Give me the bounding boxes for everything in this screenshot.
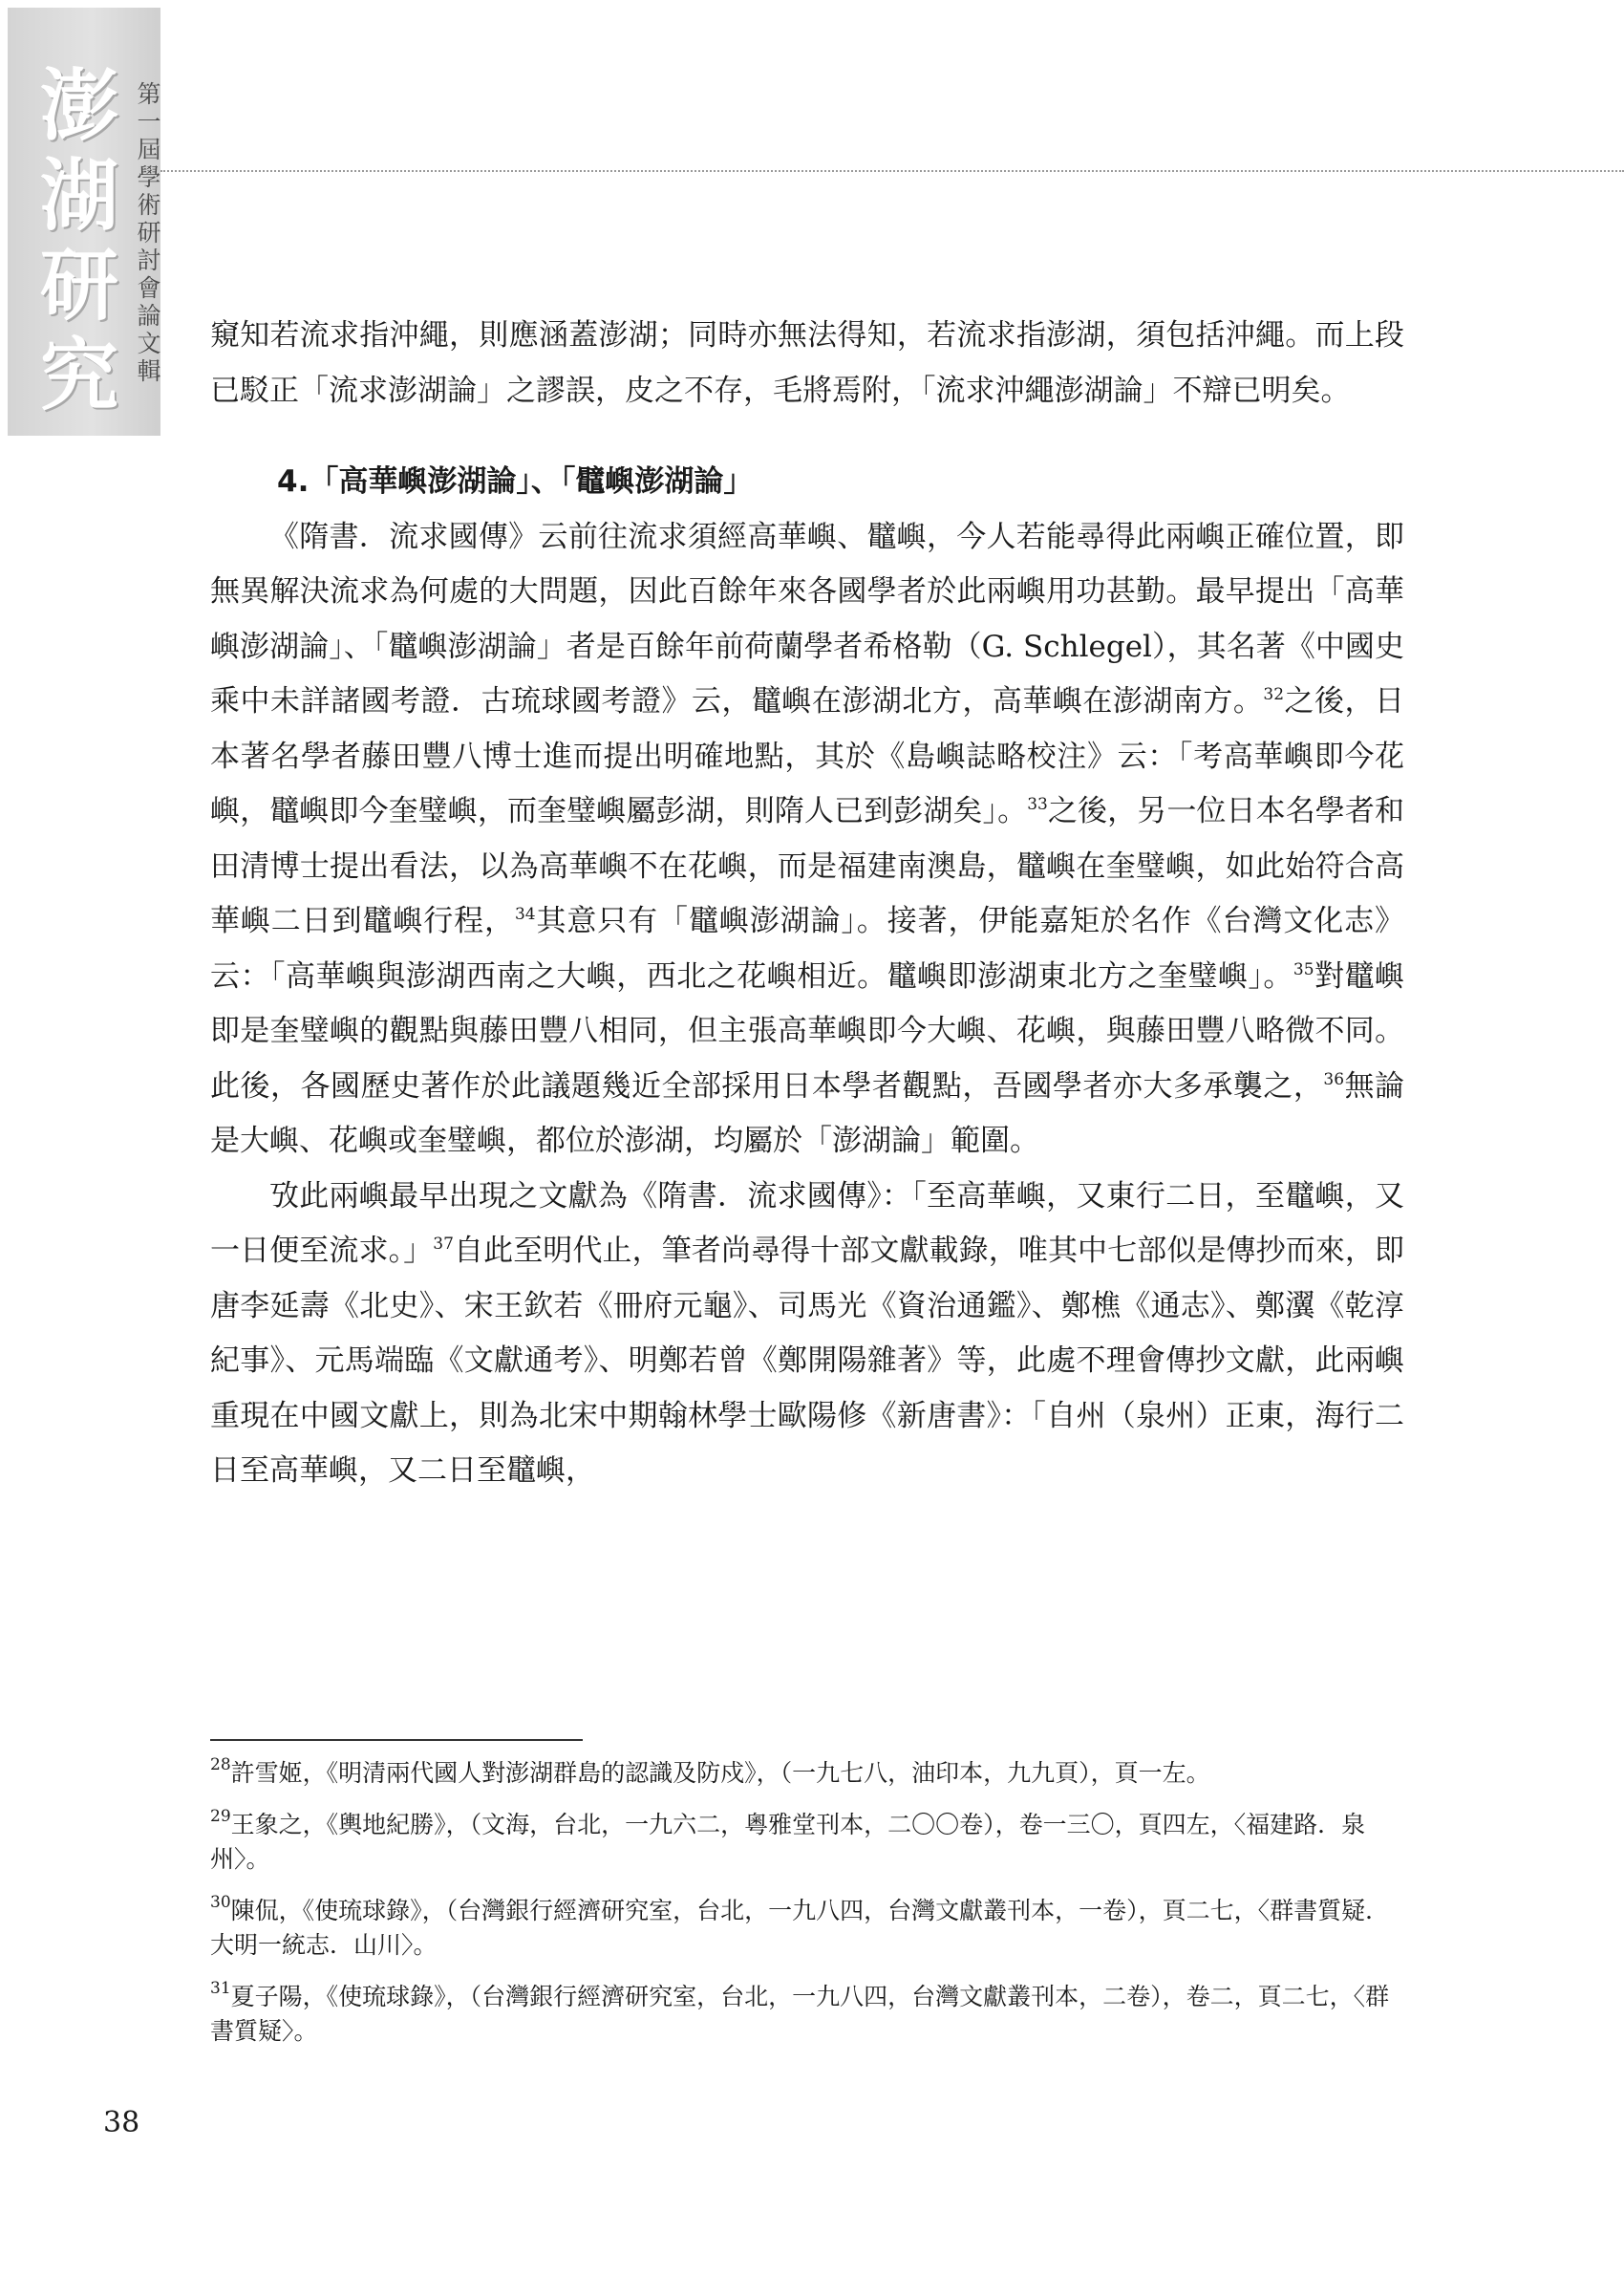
- journal-title-char: 究: [39, 330, 118, 421]
- footnote-ref[interactable]: 34: [514, 905, 536, 924]
- footnotes: [210, 1756, 1404, 2066]
- footnote-text: 夏子陽，《使琉球錄》，（台灣銀行經濟研究室，台北，一九八四，台灣文獻叢刊本，二卷），卷二，頁二七，〈群書質疑〉。: [210, 1983, 1390, 2045]
- footnote-ref[interactable]: 37: [433, 1235, 454, 1254]
- footnote-text: 王象之，《輿地紀勝》，（文海，台北，一九六二，粵雅堂刊本，二〇〇卷），卷一三〇，頁四左，〈福建路．泉州〉。: [210, 1811, 1366, 1873]
- footnote-separator: [210, 1739, 583, 1741]
- journal-title-char: 澎: [39, 60, 118, 152]
- footnote: [210, 1808, 1404, 1877]
- text-run: 攷此兩嶼最早出現之文獻為《隋書．流求國傳》：「至高華嶼，又東行二日，至鼊嶼，又一日便至流求。」: [210, 1178, 1404, 1268]
- footnote-ref[interactable]: 36: [1323, 1069, 1345, 1089]
- text-run: 之後，日本著名學者藤田豐八博士進而提出明確地點，其於《島嶼誌略校注》云：「考高華嶼即今花嶼，鼊嶼即今奎璧嶼，而奎璧嶼屬彭湖，則隋人已到彭湖矣」。: [210, 684, 1405, 828]
- section-heading: 4.「高華嶼澎湖論」、「鼊嶼澎湖論」: [277, 464, 754, 499]
- subtitle-char: 一: [137, 108, 161, 136]
- journal-subtitle: [135, 80, 163, 385]
- footnote-ref[interactable]: 32: [1263, 685, 1285, 704]
- footnote-text: 陳侃，《使琉球錄》，（台灣銀行經濟研究室，台北，一九八四，台灣文獻叢刊本，一卷），頁二七，〈群書質疑．大明一統志．山川〉。: [210, 1897, 1390, 1959]
- subtitle-char: 會: [137, 274, 161, 302]
- subtitle-char: 討: [137, 247, 161, 274]
- page-number: 38: [103, 2106, 140, 2139]
- footnote: [210, 1756, 1404, 1791]
- footnote-number: 30: [210, 1893, 231, 1912]
- subtitle-char: 論: [137, 302, 161, 330]
- footnote-ref[interactable]: 35: [1293, 959, 1314, 979]
- subtitle-char: 文: [137, 330, 161, 357]
- text-run: 《隋書．流求國傳》云前往流求須經高華嶼、鼊嶼，今人若能尋得此兩嶼正確位置，即無異解決流求為何處的大問題，因此百餘年來各國學者於此兩嶼用功甚勤。最早提出「高華嶼澎湖論」、「鼊嶼澎湖論」者是百餘年前荷蘭學者希格勒（G. Schlegel），其名著《中國史乘中未詳諸國考證．古琉球國考證》云，鼊嶼在澎湖北方，高華嶼在澎湖南方。: [210, 519, 1404, 719]
- footnote-ref[interactable]: 33: [1027, 795, 1048, 814]
- footnote: [210, 1980, 1404, 2049]
- text-run: 無論是大嶼、花嶼或奎璧嶼，都位於澎湖，均屬於「澎湖論」範圍。: [210, 1068, 1405, 1158]
- subtitle-char: 屆: [137, 136, 161, 163]
- header-dotted-rule: [160, 170, 1624, 172]
- subtitle-char: 輯: [137, 357, 161, 385]
- subtitle-char: 研: [137, 219, 161, 247]
- journal-title-char: 研: [39, 240, 118, 332]
- paragraph: [210, 510, 1404, 1170]
- text-run: 對鼊嶼即是奎璧嶼的觀點與藤田豐八相同，但主張高華嶼即今大嶼、花嶼，與藤田豐八略微不同。此後，各國歷史著作於此議題幾近全部採用日本學者觀點，吾國學者亦大多承襲之，: [210, 958, 1404, 1104]
- main-body-text: [210, 309, 1404, 1499]
- text-run: 自此至明代止，筆者尚尋得十部文獻載錄，唯其中七部似是傳抄而來，即唐李延壽《北史》、宋王欽若《冊府元龜》、司馬光《資治通鑑》、鄭樵《通志》、鄭瀷《乾淳紀事》、元馬端臨《文獻通考》、明鄭若曾《鄭開陽雜著》等，此處不理會傳抄文獻，此兩嶼重現在中國文獻上，則為北宋中期翰林學士歐陽修《新唐書》：「自州（泉州）正東，海行二日至高華嶼，又二日至鼊嶼，: [210, 1234, 1405, 1488]
- text-run: 其意只有「鼊嶼澎湖論」。接著，伊能嘉矩於名作《台灣文化志》云：「高華嶼與澎湖西南之大嶼，西北之花嶼相近。鼊嶼即澎湖東北方之奎璧嶼」。: [210, 904, 1404, 994]
- subtitle-char: 術: [137, 191, 161, 219]
- subtitle-char: 學: [137, 163, 161, 191]
- journal-side-banner: [8, 8, 160, 436]
- footnote-number: 31: [210, 1979, 231, 1998]
- journal-title: [31, 61, 128, 420]
- footnote: [210, 1894, 1404, 1963]
- footnote-number: 28: [210, 1755, 231, 1774]
- footnote-text: 許雪姬，《明清兩代國人對澎湖群島的認識及防戍》，（一九七八，油印本，九九頁），頁一左。: [230, 1759, 1210, 1787]
- journal-title-char: 湖: [39, 150, 118, 242]
- text-run: 之後，另一位日本名學者和田清博士提出看法，以為高華嶼不在花嶼，而是福建南澳島，鼊嶼在奎璧嶼，如此始符合高華嶼二日到鼊嶼行程，: [210, 794, 1405, 938]
- paragraph: [210, 1170, 1404, 1499]
- paragraph: 窺知若流求指沖繩，則應涵蓋澎湖；同時亦無法得知，若流求指澎湖，須包括沖繩。而上段已駁正「流求澎湖論」之謬誤，皮之不存，毛將焉附，「流求沖繩澎湖論」不辯已明矣。: [210, 318, 1404, 408]
- footnote-number: 29: [210, 1807, 231, 1826]
- subtitle-char: 第: [137, 80, 161, 108]
